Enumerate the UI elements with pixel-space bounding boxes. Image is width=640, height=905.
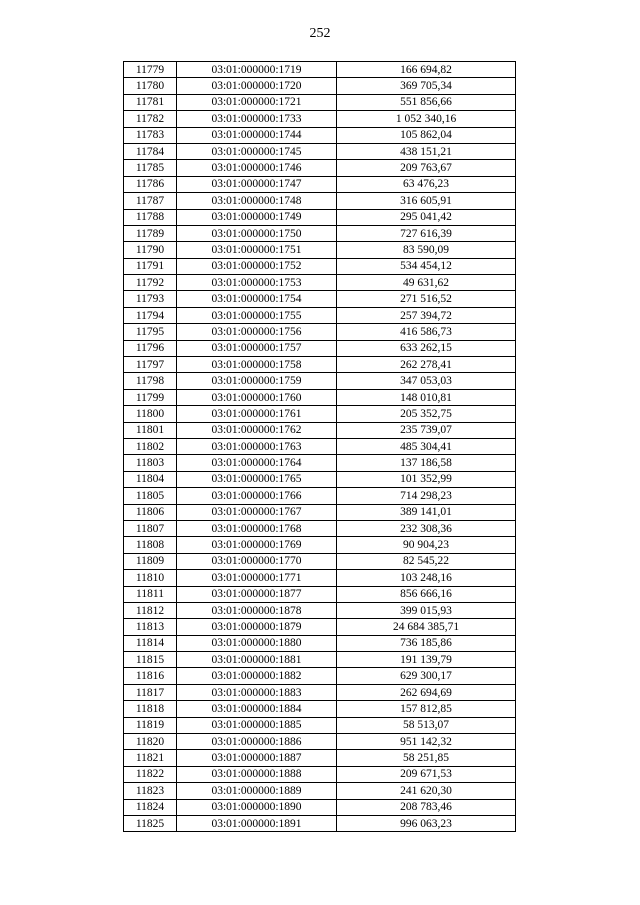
row-number-cell: 11815 (124, 652, 177, 668)
cadastral-number-cell: 03:01:000000:1891 (177, 815, 337, 831)
table-row (124, 799, 516, 815)
table-body (124, 62, 516, 832)
cadastral-value-cell: 257 394,72 (337, 307, 516, 323)
cadastral-number-cell: 03:01:000000:1888 (177, 766, 337, 782)
row-number-cell: 11797 (124, 357, 177, 373)
cadastral-value-cell: 157 812,85 (337, 701, 516, 717)
cadastral-value-cell: 316 605,91 (337, 193, 516, 209)
row-number-cell: 11800 (124, 406, 177, 422)
cadastral-number-cell: 03:01:000000:1883 (177, 684, 337, 700)
cadastral-value-cell: 996 063,23 (337, 815, 516, 831)
cadastral-value-cell: 347 053,03 (337, 373, 516, 389)
cadastral-number-cell: 03:01:000000:1880 (177, 635, 337, 651)
table-row (124, 701, 516, 717)
table-row (124, 783, 516, 799)
cadastral-value-cell: 205 352,75 (337, 406, 516, 422)
row-number-cell: 11791 (124, 258, 177, 274)
cadastral-number-cell: 03:01:000000:1755 (177, 307, 337, 323)
cadastral-value-cell: 209 671,53 (337, 766, 516, 782)
row-number-cell: 11801 (124, 422, 177, 438)
cadastral-value-cell: 191 139,79 (337, 652, 516, 668)
cadastral-number-cell: 03:01:000000:1769 (177, 537, 337, 553)
cadastral-number-cell: 03:01:000000:1763 (177, 438, 337, 454)
cadastral-value-cell: 369 705,34 (337, 78, 516, 94)
cadastral-number-cell: 03:01:000000:1746 (177, 160, 337, 176)
cadastral-value-cell: 271 516,52 (337, 291, 516, 307)
cadastral-number-cell: 03:01:000000:1767 (177, 504, 337, 520)
cadastral-value-cell: 82 545,22 (337, 553, 516, 569)
table-row (124, 357, 516, 373)
cadastral-value-cell: 63 476,23 (337, 176, 516, 192)
row-number-cell: 11809 (124, 553, 177, 569)
cadastral-value-cell: 438 151,21 (337, 143, 516, 159)
table-row (124, 537, 516, 553)
table-row (124, 422, 516, 438)
cadastral-value-cell: 727 616,39 (337, 225, 516, 241)
cadastral-number-cell: 03:01:000000:1760 (177, 389, 337, 405)
table-row (124, 160, 516, 176)
table-row (124, 176, 516, 192)
cadastral-value-cell: 485 304,41 (337, 438, 516, 454)
row-number-cell: 11805 (124, 488, 177, 504)
table-row (124, 242, 516, 258)
cadastral-number-cell: 03:01:000000:1764 (177, 455, 337, 471)
cadastral-value-cell: 416 586,73 (337, 324, 516, 340)
row-number-cell: 11798 (124, 373, 177, 389)
cadastral-number-cell: 03:01:000000:1768 (177, 520, 337, 536)
table-row (124, 340, 516, 356)
table-row (124, 258, 516, 274)
cadastral-number-cell: 03:01:000000:1761 (177, 406, 337, 422)
table-row (124, 750, 516, 766)
cadastral-value-cell: 736 185,86 (337, 635, 516, 651)
cadastral-number-cell: 03:01:000000:1721 (177, 94, 337, 110)
cadastral-number-cell: 03:01:000000:1884 (177, 701, 337, 717)
cadastral-value-cell: 262 694,69 (337, 684, 516, 700)
row-number-cell: 11824 (124, 799, 177, 815)
table-row (124, 668, 516, 684)
cadastral-value-cell: 534 454,12 (337, 258, 516, 274)
cadastral-value-cell: 208 783,46 (337, 799, 516, 815)
cadastral-number-cell: 03:01:000000:1759 (177, 373, 337, 389)
cadastral-number-cell: 03:01:000000:1766 (177, 488, 337, 504)
row-number-cell: 11802 (124, 438, 177, 454)
cadastral-value-cell: 629 300,17 (337, 668, 516, 684)
cadastral-value-cell: 101 352,99 (337, 471, 516, 487)
cadastral-number-cell: 03:01:000000:1771 (177, 570, 337, 586)
table-row (124, 815, 516, 831)
cadastral-value-cell: 58 513,07 (337, 717, 516, 733)
row-number-cell: 11819 (124, 717, 177, 733)
row-number-cell: 11817 (124, 684, 177, 700)
table-row (124, 389, 516, 405)
cadastral-number-cell: 03:01:000000:1747 (177, 176, 337, 192)
table-row (124, 127, 516, 143)
cadastral-number-cell: 03:01:000000:1749 (177, 209, 337, 225)
cadastral-number-cell: 03:01:000000:1758 (177, 357, 337, 373)
row-number-cell: 11825 (124, 815, 177, 831)
table-row (124, 766, 516, 782)
cadastral-value-table (123, 61, 516, 832)
table-row (124, 586, 516, 602)
row-number-cell: 11810 (124, 570, 177, 586)
row-number-cell: 11781 (124, 94, 177, 110)
row-number-cell: 11785 (124, 160, 177, 176)
row-number-cell: 11814 (124, 635, 177, 651)
cadastral-value-cell: 148 010,81 (337, 389, 516, 405)
row-number-cell: 11821 (124, 750, 177, 766)
cadastral-value-cell: 137 186,58 (337, 455, 516, 471)
row-number-cell: 11795 (124, 324, 177, 340)
row-number-cell: 11799 (124, 389, 177, 405)
cadastral-number-cell: 03:01:000000:1754 (177, 291, 337, 307)
row-number-cell: 11823 (124, 783, 177, 799)
table-row (124, 684, 516, 700)
cadastral-value-cell: 166 694,82 (337, 62, 516, 78)
cadastral-value-cell: 235 739,07 (337, 422, 516, 438)
row-number-cell: 11803 (124, 455, 177, 471)
table-row (124, 635, 516, 651)
table-row (124, 94, 516, 110)
table-row (124, 488, 516, 504)
cadastral-value-cell: 856 666,16 (337, 586, 516, 602)
row-number-cell: 11782 (124, 111, 177, 127)
page-number: 252 (309, 26, 331, 41)
row-number-cell: 11796 (124, 340, 177, 356)
table-row (124, 717, 516, 733)
table-row (124, 570, 516, 586)
table-row (124, 291, 516, 307)
table-row (124, 734, 516, 750)
cadastral-value-cell: 262 278,41 (337, 357, 516, 373)
cadastral-value-cell: 389 141,01 (337, 504, 516, 520)
row-number-cell: 11783 (124, 127, 177, 143)
cadastral-number-cell: 03:01:000000:1752 (177, 258, 337, 274)
table-row (124, 520, 516, 536)
cadastral-number-cell: 03:01:000000:1753 (177, 275, 337, 291)
row-number-cell: 11784 (124, 143, 177, 159)
cadastral-value-cell: 24 684 385,71 (337, 619, 516, 635)
cadastral-value-cell: 241 620,30 (337, 783, 516, 799)
cadastral-number-cell: 03:01:000000:1720 (177, 78, 337, 94)
row-number-cell: 11789 (124, 225, 177, 241)
cadastral-number-cell: 03:01:000000:1889 (177, 783, 337, 799)
row-number-cell: 11787 (124, 193, 177, 209)
table-row (124, 324, 516, 340)
table-row (124, 111, 516, 127)
cadastral-number-cell: 03:01:000000:1879 (177, 619, 337, 635)
row-number-cell: 11822 (124, 766, 177, 782)
cadastral-value-cell: 714 298,23 (337, 488, 516, 504)
row-number-cell: 11804 (124, 471, 177, 487)
cadastral-number-cell: 03:01:000000:1719 (177, 62, 337, 78)
row-number-cell: 11780 (124, 78, 177, 94)
row-number-cell: 11786 (124, 176, 177, 192)
row-number-cell: 11808 (124, 537, 177, 553)
cadastral-number-cell: 03:01:000000:1886 (177, 734, 337, 750)
table-row (124, 455, 516, 471)
row-number-cell: 11793 (124, 291, 177, 307)
cadastral-number-cell: 03:01:000000:1881 (177, 652, 337, 668)
cadastral-number-cell: 03:01:000000:1751 (177, 242, 337, 258)
row-number-cell: 11813 (124, 619, 177, 635)
table-row (124, 307, 516, 323)
cadastral-number-cell: 03:01:000000:1745 (177, 143, 337, 159)
cadastral-number-cell: 03:01:000000:1887 (177, 750, 337, 766)
cadastral-value-cell: 103 248,16 (337, 570, 516, 586)
cadastral-value-cell: 1 052 340,16 (337, 111, 516, 127)
row-number-cell: 11779 (124, 62, 177, 78)
row-number-cell: 11790 (124, 242, 177, 258)
row-number-cell: 11792 (124, 275, 177, 291)
cadastral-number-cell: 03:01:000000:1733 (177, 111, 337, 127)
cadastral-number-cell: 03:01:000000:1757 (177, 340, 337, 356)
cadastral-number-cell: 03:01:000000:1878 (177, 602, 337, 618)
cadastral-number-cell: 03:01:000000:1877 (177, 586, 337, 602)
cadastral-value-cell: 49 631,62 (337, 275, 516, 291)
cadastral-value-cell: 232 308,36 (337, 520, 516, 536)
cadastral-value-cell: 399 015,93 (337, 602, 516, 618)
table-row (124, 78, 516, 94)
row-number-cell: 11811 (124, 586, 177, 602)
table-row (124, 209, 516, 225)
cadastral-number-cell: 03:01:000000:1765 (177, 471, 337, 487)
cadastral-number-cell: 03:01:000000:1756 (177, 324, 337, 340)
table-row (124, 275, 516, 291)
cadastral-number-cell: 03:01:000000:1770 (177, 553, 337, 569)
cadastral-number-cell: 03:01:000000:1750 (177, 225, 337, 241)
cadastral-value-cell: 209 763,67 (337, 160, 516, 176)
cadastral-value-cell: 105 862,04 (337, 127, 516, 143)
table-row (124, 143, 516, 159)
table-row (124, 438, 516, 454)
table-row (124, 652, 516, 668)
row-number-cell: 11807 (124, 520, 177, 536)
table-row (124, 602, 516, 618)
row-number-cell: 11788 (124, 209, 177, 225)
cadastral-number-cell: 03:01:000000:1748 (177, 193, 337, 209)
cadastral-value-cell: 551 856,66 (337, 94, 516, 110)
cadastral-number-cell: 03:01:000000:1762 (177, 422, 337, 438)
table-row (124, 225, 516, 241)
cadastral-number-cell: 03:01:000000:1882 (177, 668, 337, 684)
row-number-cell: 11820 (124, 734, 177, 750)
cadastral-value-cell: 633 262,15 (337, 340, 516, 356)
table-row (124, 62, 516, 78)
cadastral-number-cell: 03:01:000000:1885 (177, 717, 337, 733)
cadastral-value-cell: 90 904,23 (337, 537, 516, 553)
cadastral-number-cell: 03:01:000000:1890 (177, 799, 337, 815)
table-row (124, 619, 516, 635)
table-row (124, 373, 516, 389)
row-number-cell: 11812 (124, 602, 177, 618)
table-row (124, 504, 516, 520)
table-row (124, 406, 516, 422)
row-number-cell: 11806 (124, 504, 177, 520)
table-row (124, 471, 516, 487)
table-row (124, 553, 516, 569)
cadastral-value-cell: 58 251,85 (337, 750, 516, 766)
cadastral-number-cell: 03:01:000000:1744 (177, 127, 337, 143)
row-number-cell: 11794 (124, 307, 177, 323)
cadastral-value-cell: 83 590,09 (337, 242, 516, 258)
cadastral-value-cell: 295 041,42 (337, 209, 516, 225)
table-row (124, 193, 516, 209)
row-number-cell: 11818 (124, 701, 177, 717)
cadastral-value-cell: 951 142,32 (337, 734, 516, 750)
row-number-cell: 11816 (124, 668, 177, 684)
